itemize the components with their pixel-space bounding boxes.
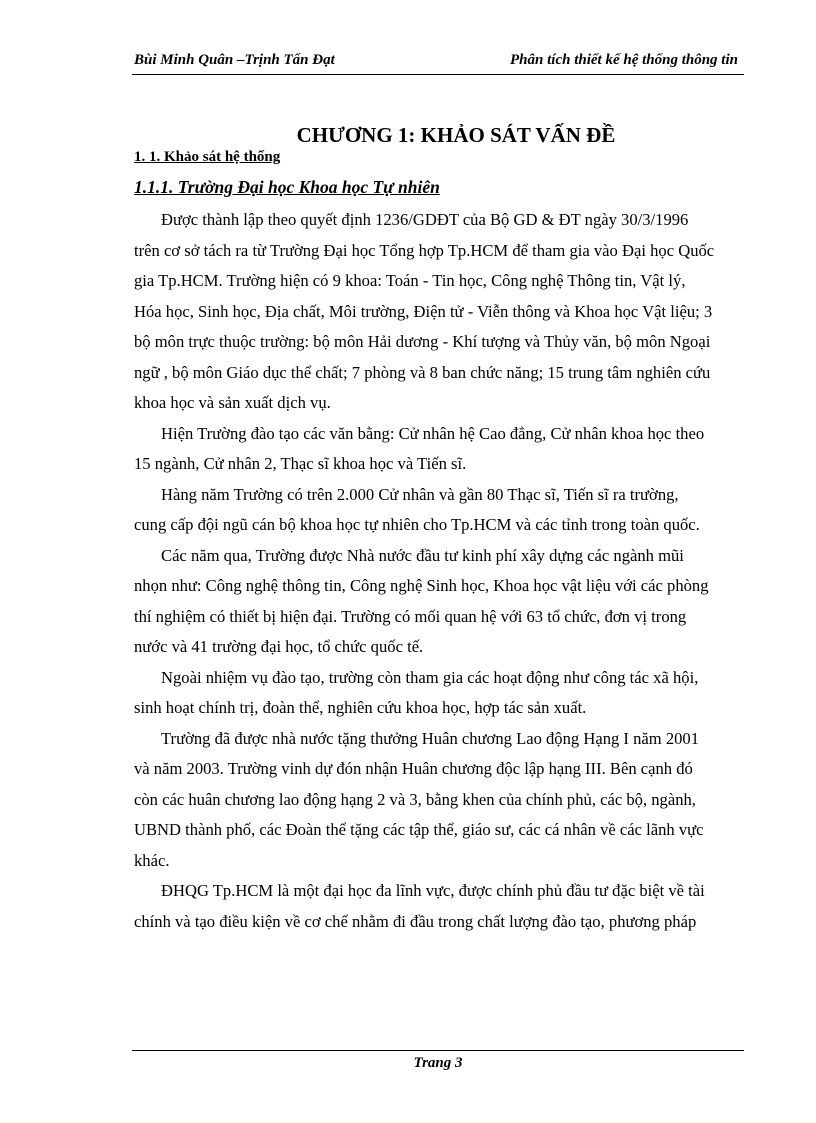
chapter-title: CHƯƠNG 1: KHẢO SÁT VẤN ĐỀ	[296, 123, 616, 147]
paragraph	[134, 541, 746, 663]
text-line: bộ môn trực thuộc trường: bộ môn Hải dương - Khí tượng và Thủy văn, bộ môn Ngoại	[134, 332, 711, 351]
text-line: và năm 2003. Trường vinh dự đón nhận Huân chương độc lập hạng III. Bên cạnh đó	[134, 759, 693, 778]
text-line: khoa học và sản xuất dịch vụ.	[134, 393, 331, 412]
header-authors: Bùi Minh Quân –Trịnh Tấn Đạt	[134, 52, 335, 68]
page-footer	[132, 1050, 744, 1072]
text-line: sinh hoạt chính trị, đoàn thể, nghiên cứu khoa học, hợp tác sản xuất.	[134, 698, 587, 717]
section-heading: 1. 1. Khảo sát hệ thống	[134, 149, 281, 165]
text-line: ngữ , bộ môn Giáo dục thể chất; 7 phòng và 8 ban chức năng; 15 trung tâm nghiên cứu	[134, 362, 711, 382]
text-line: khác.	[134, 850, 170, 870]
page-number: Trang 3	[413, 1055, 463, 1071]
text-line: chính và tạo điều kiện về cơ chế nhằm đi đầu trong chất lượng đào tạo, phương pháp	[134, 911, 697, 931]
page-header	[132, 50, 744, 75]
paragraph	[134, 205, 746, 419]
text-line: gia Tp.HCM. Trường hiện có 9 khoa: Toán - Tin học, Công nghệ Thông tin, Vật lý,	[134, 271, 686, 290]
paragraph	[134, 480, 746, 541]
text-line: Hóa học, Sinh học, Địa chất, Môi trường, Điện tử - Viễn thông và Khoa học Vật liệu; 3	[134, 301, 713, 321]
text-line: cung cấp đội ngũ cán bộ khoa học tự nhiên cho Tp.HCM và các tỉnh trong toàn quốc.	[134, 515, 700, 534]
subsection-heading: 1.1.1. Trường Đại học Khoa học Tự nhiên	[134, 177, 440, 197]
text-line: nước và 41 trường đại học, tổ chức quốc tế.	[134, 637, 424, 656]
text-line: trên cơ sở tách ra từ Trường Đại học Tổng hợp Tp.HCM để tham gia vào Đại học Quốc	[134, 240, 715, 260]
text-line: Trường đã được nhà nước tặng thưởng Huân chương Lao động Hạng I năm 2001	[161, 728, 700, 748]
text-line: UBND thành phố, các Đoàn thể tặng các tập thể, giáo sư, các cá nhân về các lãnh vực	[134, 820, 704, 839]
paragraph	[134, 663, 746, 724]
text-line: Các năm qua, Trường được Nhà nước đầu tư kinh phí xây dựng các ngành mũi	[161, 545, 684, 565]
text-line: Ngoài nhiệm vụ đào tạo, trường còn tham gia các hoạt động như công tác xã hội,	[161, 667, 699, 687]
paragraph	[134, 724, 746, 877]
header-subject: Phân tích thiết kế hệ thống thông tin	[510, 52, 738, 68]
text-line: thí nghiệm có thiết bị hiện đại. Trường có mối quan hệ với 63 tổ chức, đơn vị trong	[134, 606, 687, 626]
text-line: còn các huân chương lao động hạng 2 và 3, bằng khen của chính phủ, các bộ, ngành,	[134, 789, 696, 809]
paragraph	[134, 876, 746, 937]
paragraph	[134, 419, 746, 480]
text-line: Hàng năm Trường có trên 2.000 Cử nhân và gần 80 Thạc sĩ, Tiến sĩ ra trường,	[161, 484, 679, 504]
text-line: ĐHQG Tp.HCM là một đại học đa lĩnh vực, được chính phủ đầu tư đặc biệt về tài	[161, 881, 705, 900]
text-line: nhọn như: Công nghệ thông tin, Công nghệ Sinh học, Khoa học vật liệu với các phòng	[134, 576, 709, 595]
text-line: Được thành lập theo quyết định 1236/GDĐT của Bộ GD & ĐT ngày 30/3/1996	[161, 210, 689, 229]
text-line: Hiện Trường đào tạo các văn bằng: Cử nhân hệ Cao đẳng, Cử nhân khoa học theo	[161, 423, 705, 443]
body-text	[134, 205, 746, 937]
text-line: 15 ngành, Cử nhân 2, Thạc sĩ khoa học và Tiến sĩ.	[134, 454, 467, 473]
